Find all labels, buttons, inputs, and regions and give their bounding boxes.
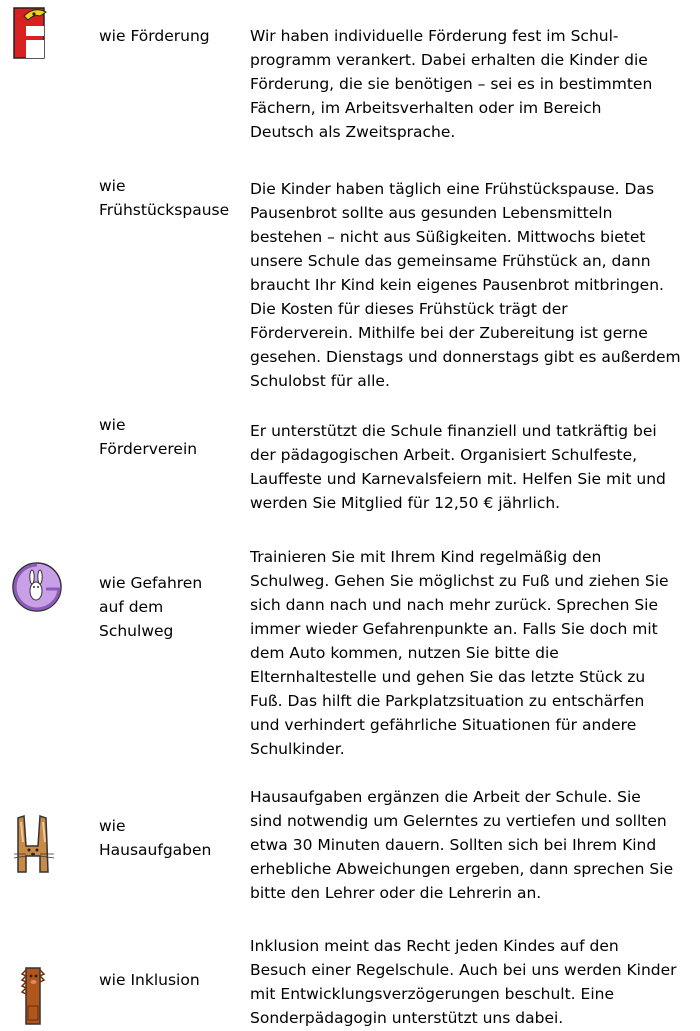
term-description: Trainieren Sie mit Ihrem Kind regelmäßig den Schulweg. Gehen Sie möglichst zu Fuß und ziehen Sie sich dann nach und nach mehr zurück. Sprechen Sie immer wieder Gefahrenpunkte an. Falls Sie doch mit dem Auto kommen, nutzen Sie bitte die Elternhaltestelle und gehen Sie das letzte Stück zu Fuß. Das hilft die Parkplatzsituation zu entschärfen und verhindert gefährliche Situationen für andere Schulkinder. — [250, 548, 669, 758]
letter-h-hare-icon — [10, 812, 60, 878]
letter-g-rabbit-icon — [10, 557, 70, 617]
term-description: Er unterstützt die Schule finanziell und tatkräftig bei der pädagogischen Arbeit. Organisiert Schulfeste, Lauffeste und Karnevalsfeiern mit. Helfen Sie mit und werden Sie Mitglied für 12,50 € jährlich. — [250, 422, 666, 512]
term-description: Inklusion meint das Recht jeden Kindes auf den Besuch einer Regelschule. Auch bei uns werden Kinder mit Entwicklungsverzögerungen beschult. Eine Sonderpädagogin unterstützt uns dabei. — [250, 937, 677, 1027]
term-label: wie Inklusion — [99, 971, 200, 989]
term-description: Die Kinder haben täglich eine Frühstückspause. Das Pausenbrot sollte aus gesunden Lebensmitteln bestehen – nicht aus Süßigkeiten. Mittwochs bietet unsere Schule das gemeinsame Frühstück an, dann braucht Ihr Kind kein eigenes Pausenbrot mitbringen. Die Kosten für dieses Frühstück trägt der Förderverein. Mithilfe bei der Zubereitung ist gerne gesehen. Dienstags und donnerstags gibt es außerdem Schulobst für alle. — [250, 180, 681, 390]
letter-i-hedgehog-icon — [10, 960, 50, 1028]
term-description: Hausaufgaben ergänzen die Arbeit der Schule. Sie sind notwendig um Gelerntes zu vertiefen und sollten etwa 30 Minuten dauern. Sollten sich bei Ihrem Kind erhebliche Abweichungen ergeben, dann sprechen Sie bitte den Lehrer oder die Lehrerin an. — [250, 788, 674, 902]
term-label: wie Förderung — [99, 27, 210, 45]
term-label: wie Hausaufgaben — [99, 817, 212, 859]
term-description: Wir haben individuelle Förderung fest im Schul- programm verankert. Dabei erhalten die Kinder die Förderung, die sie benötigen – sei es in bestimmten Fächern, im Arbeitsverhalten oder im Bereich Deutsch als Zweitsprache. — [250, 27, 653, 141]
term-label: wie Frühstückspause — [99, 177, 230, 219]
letter-f-bird-icon — [10, 4, 50, 60]
term-label: wie Förderverein — [99, 416, 198, 458]
term-label: wie Gefahren auf dem Schulweg — [99, 574, 203, 640]
